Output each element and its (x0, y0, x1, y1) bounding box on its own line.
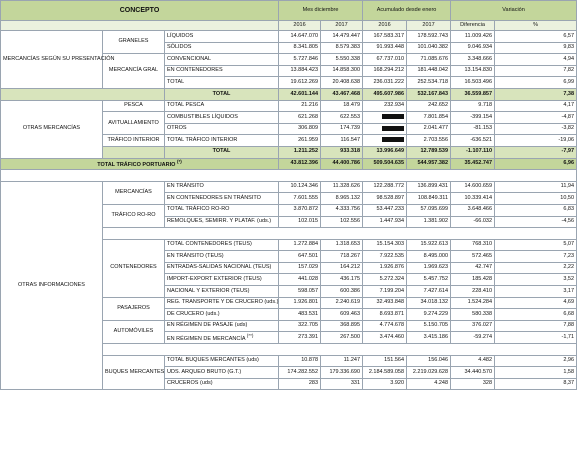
group-buques-mercantes: BUQUES MERCANTES (103, 355, 165, 390)
table-row: TRÁFICO RO-RO TOTAL TRÁFICO RO-RO 3.870.872 4.333.756 53.447.233 57.095.699 3.648.466 6,83 (1, 204, 577, 216)
table-row: ENTRADAS-SALIDAS NACIONAL (TEUS) 157.029 164.212 1.926.876 1.969.623 42.747 2,22 (1, 262, 577, 274)
table-row: SÓLIDOS 8.341.805 8.579.383 91.993.448 101.040.382 9.046.934 9,83 (1, 42, 577, 54)
row-label: OTROS (165, 123, 279, 135)
row-label: ENTRADAS-SALIDAS NACIONAL (TEUS) (165, 262, 279, 274)
year-header-row (1, 21, 577, 31)
year-2016-mes: 2016 (279, 21, 321, 31)
row-label: TOTAL TRÁFICO RO-RO (165, 204, 279, 216)
row-label: TOTAL BUQUES MERCANTES (uds) (165, 355, 279, 367)
row-label: TOTAL (165, 146, 279, 158)
pct-header: % (495, 21, 577, 31)
table-row: CONTENEDORES TOTAL CONTENEDORES (TEUS) 1.272.884 1.318.653 15.154.303 15.922.613 768.310 5,07 (1, 239, 577, 251)
row-label: EN TRÁNSITO (TEUS) (165, 251, 279, 263)
year-2017-acum: 2017 (407, 21, 451, 31)
diferencia-header: Diferencia (451, 21, 495, 31)
mes-header: Mes diciembre (279, 1, 363, 21)
group-trafico-interior: TRÁFICO INTERIOR (103, 135, 165, 147)
row-label: CONVENCIONAL (165, 54, 279, 66)
concepto-header: CONCEPTO (1, 1, 279, 21)
table-row: OTRAS INFORMACIONES MERCANCÍAS EN TRÁNSITO 10.124.346 11.328.626 122.288.772 136.899.431 14.600.659 11,94 (1, 181, 577, 193)
row-label: EN TRÁNSITO (165, 181, 279, 193)
row-label: TOTAL (165, 77, 279, 89)
row-label: LÍQUIDOS (165, 31, 279, 43)
row-label: NACIONAL Y EXTERIOR (TEUS) (165, 286, 279, 298)
table-row: UDS. ARQUEO BRUTO (G.T.) 174.282.552 179.336.690 2.184.589.058 2.219.029.628 34.440.570 1,58 (1, 367, 577, 379)
row-label: CRUCEROS (uds) (165, 378, 279, 390)
table-row: PASAJEROS REG. TRANSPORTE Y DE CRUCERO (uds.) 1.926.801 2.240.619 32.493.848 34.018.132 1.524.284 4,69 (1, 297, 577, 309)
table-row: OTRAS MERCANCÍAS PESCA TOTAL PESCA 21.216 18.479 232.934 242.652 9.718 4,17 (1, 100, 577, 112)
grand-total-row: TOTAL TRÁFICO PORTUARIO (*) 43.812.396 44.400.786 509.504.635 544.957.382 35.452.747 6,96 (1, 158, 577, 170)
table-row: EN RÉGIMEN DE MERCANCÍA (**) 273.391 267.500 3.474.460 3.415.186 -59.274 -1,71 (1, 332, 577, 344)
table-row: MERCANCÍAS SEGÚN SU PRESENTACIÓN GRANELES LÍQUIDOS 14.647.070 14.479.447 167.583.317 178.592.743 11.009.426 6,57 (1, 31, 577, 43)
group-trafico-roro: TRÁFICO RO-RO (103, 204, 165, 227)
group-pasajeros: PASAJEROS (103, 297, 165, 320)
table-row: EN TRÁNSITO (TEUS) 647.501 718.267 7.922.535 8.495.000 572.465 7,23 (1, 251, 577, 263)
table-row: OTROS 306.809 174.739 2.041.477 -81.153 -3,82 (1, 123, 577, 135)
table-row: EN CONTENEDORES 13.884.423 14.858.300 168.294.212 181.448.042 13.154.830 7,82 (1, 65, 577, 77)
row-label: DE CRUCERO (uds.) (165, 309, 279, 321)
variacion-header: Variación (451, 1, 577, 21)
total-row: TOTAL 42.601.144 43.467.468 495.607.986 532.167.843 36.559.857 7,38 (1, 88, 577, 100)
row-label: EN CONTENEDORES EN TRÁNSITO (165, 193, 279, 205)
section-mercancias-presentacion: MERCANCÍAS SEGÚN SU PRESENTACIÓN (1, 31, 103, 89)
year-2017-mes: 2017 (321, 21, 363, 31)
row-label: COMBUSTIBLES LÍQUIDOS (165, 112, 279, 124)
table-row: TRÁFICO INTERIOR TOTAL TRÁFICO INTERIOR 261.959 116.547 2.703.556 -636.521 -19,06 (1, 135, 577, 147)
row-label: EN RÉGIMEN DE PASAJE (uds) (165, 320, 279, 332)
table-row: BUQUES MERCANTES TOTAL BUQUES MERCANTES (uds) 10.878 11.247 151.564 156.046 4.482 2,96 (1, 355, 577, 367)
table-row: IMPORT-EXPORT EXTERIOR (TEUS) 441.028 436.175 5.272.324 5.457.752 185.428 3,52 (1, 274, 577, 286)
redacted-value (363, 123, 407, 135)
group-mercancia-gral: MERCANCÍA GRAL (103, 54, 165, 89)
total-row: TOTAL 1.211.252 933.318 13.996.649 12.789.539 -1.107.110 -7,97 (1, 146, 577, 158)
header-row (1, 1, 577, 21)
row-label: TOTAL CONTENEDORES (TEUS) (165, 239, 279, 251)
table-row: AUTOMÓVILES EN RÉGIMEN DE PASAJE (uds) 322.705 368.895 4.774.678 5.150.705 376.027 7,88 (1, 320, 577, 332)
group-contenedores: CONTENEDORES (103, 239, 165, 297)
section-otras-informaciones: OTRAS INFORMACIONES (1, 181, 103, 390)
year-2016-acum: 2016 (363, 21, 407, 31)
row-label: TOTAL PESCA (165, 100, 279, 112)
group-automoviles: AUTOMÓVILES (103, 320, 165, 343)
row-label: IMPORT-EXPORT EXTERIOR (TEUS) (165, 274, 279, 286)
redacted-value (363, 112, 407, 124)
grand-total-label: TOTAL TRÁFICO PORTUARIO (*) (1, 158, 279, 170)
row-label: TOTAL (165, 88, 279, 100)
table-row: EN CONTENEDORES EN TRÁNSITO 7.601.555 8.965.132 98.528.897 108.849.311 10.339.414 10,50 (1, 193, 577, 205)
spacer-row (1, 170, 577, 182)
row-label: EN CONTENEDORES (165, 65, 279, 77)
group-avituallamiento: AVITUALLAMIENTO (103, 112, 165, 135)
table-row: TOTAL 19.612.269 20.408.638 236.031.222 252.534.718 16.503.496 6,99 (1, 77, 577, 89)
table-row: REMOLQUES, SEMIRR. Y PLATAF. (uds.) 102.015 102.556 1.447.934 1.381.902 -66.032 -4,56 (1, 216, 577, 228)
row-label: TOTAL TRÁFICO INTERIOR (165, 135, 279, 147)
row-label: REMOLQUES, SEMIRR. Y PLATAF. (uds.) (165, 216, 279, 228)
group-mercancias: MERCANCÍAS (103, 181, 165, 204)
row-label: REG. TRANSPORTE Y DE CRUCERO (uds.) (165, 297, 279, 309)
table-row: NACIONAL Y EXTERIOR (TEUS) 598.057 600.386 7.199.204 7.427.614 228.410 3,17 (1, 286, 577, 298)
group-pesca: PESCA (103, 100, 165, 112)
group-graneles: GRANELES (103, 31, 165, 54)
row-label: UDS. ARQUEO BRUTO (G.T.) (165, 367, 279, 379)
section-otras-mercancias: OTRAS MERCANCÍAS (1, 100, 103, 158)
table-row: DE CRUCERO (uds.) 483.531 609.463 8.693.871 9.274.229 580.338 6,68 (1, 309, 577, 321)
table-row: MERCANCÍA GRAL CONVENCIONAL 5.727.846 5.550.338 67.737.010 71.085.676 3.348.666 4,94 (1, 54, 577, 66)
row-label: SÓLIDOS (165, 42, 279, 54)
redacted-value (363, 135, 407, 147)
table-row: CRUCEROS (uds) 283 331 3.920 4.248 328 8,37 (1, 378, 577, 390)
row-label: EN RÉGIMEN DE MERCANCÍA (**) (165, 332, 279, 344)
table-row: AVITUALLAMIENTO COMBUSTIBLES LÍQUIDOS 621.268 622.553 7.801.854 -399.154 -4,87 (1, 112, 577, 124)
acumulado-header: Acumulado desde enero (363, 1, 451, 21)
